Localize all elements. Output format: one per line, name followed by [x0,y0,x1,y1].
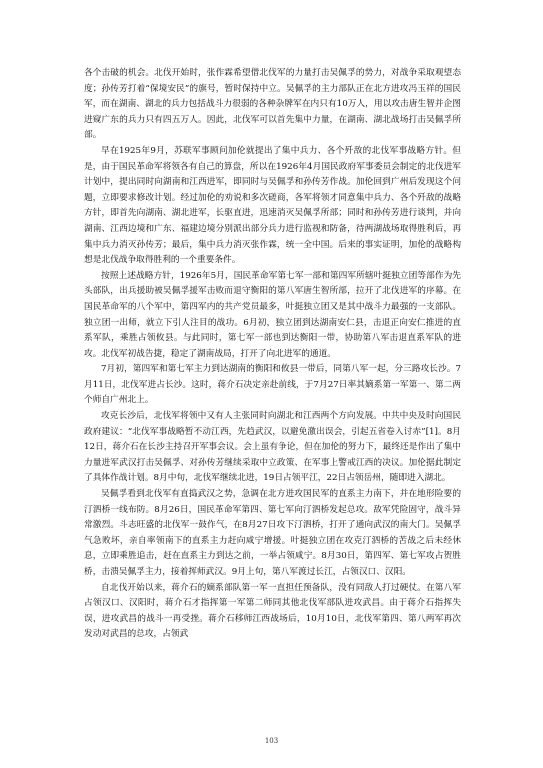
paragraph: 攻克长沙后，北伐军将领中又有人主张同时向湖北和江西两个方向发展。中共中央及时向国民政府建议：“北伐军事战略暂不动江西，先趋武汉，以避免激出误会，引起五省卷入讨赤”[1]。8月12日，蒋介石在长沙主持召开军事会议。会上虽有争论，但在加伦的努力下，最终还是作出了集中力量进军武汉打击吴佩孚、对孙传芳继续采取中立政策、在军事上警戒江西的决议。加伦据此制定了具体作战计划。8月中旬，北伐军继续北进，19日占领平江，22日占领岳州，随即进入湖北。 [84,411,461,484]
paragraph: 各个击破的机会。北伐开始时，张作霖希望借北伐军的力量打击吴佩孚的势力，对战争采取观望态度；孙传芳打着“保境安民”的旗号，暂时保持中立。吴佩孚的主力部队正在北方进攻冯玉祥的国民军，而在湖南、湖北的兵力包括战斗力很弱的各种杂牌军在内只有10万人，用以攻击唐生智并企图进窥广东的兵力只有四五万人。因此，北伐军可以首先集中力量，在湖南、湖北战场打击吴佩孚所部。 [84,68,461,141]
body-text [84,66,461,643]
paragraph: 7月初，第四军和第七军主力到达湖南的衡阳和攸县一带后，同第八军一起，分三路攻长沙。7月11日，北伐军进占长沙。这时，蒋介石决定亲赴前线，于7月27日率其嫡系第一军第一、第二两个师自广州北上。 [84,364,461,406]
paragraph: 早在1925年9月，苏联军事顾问加伦就提出了集中兵力、各个歼敌的北伐军事战略方针。但是，由于国民革命军将领各有自己的算盘，所以在1926年4月国民政府军事委员会制定的北伐进军计划中，提出同时向湖南和江西进军，即同时与吴佩孚和孙传芳作战。加伦回到广州后发现这个问题，立即要求修改计划。经过加伦的劝说和多次磋商，各军将领才同意集中兵力、各个歼敌的战略方针，即首先向湖南、湖北进军，长驱直进，迅速消灭吴佩孚所部；同时和孙传芳进行谈判，并向湖南、江西边境和广东、福建边境分别派出部分兵力进行监视和防备，待两湖战场取得胜利后，再集中兵力消灭孙传芳；最后，集中兵力消灭张作霖，统一全中国。后来的事实证明，加伦的战略构想是北伐战争取得胜利的一个重要条件。 [84,145,461,266]
paragraph: 吴佩孚看到北伐军有直捣武汉之势，急调在北方进攻国民军的直系主力南下，并在地形险要的汀泗桥一线布防。8月26日，国民革命军第四、第七军向汀泗桥发起总攻。敌军凭险固守，战斗异常激烈。斗志旺盛的北伐军一鼓作气，在8月27日攻下汀泗桥，打开了通向武汉的南大门。吴佩孚气急败坏，亲自率领南下的直系主力赶向咸宁增援。叶挺独立团在攻克汀泗桥的苦战之后未经休息，立即乘胜追击，赶在直系主力到达之前，一举占领咸宁。8月30日，第四军、第七军攻占贺胜桥，击溃吴佩孚主力，接着挥师武汉。9月上旬，第八军渡过长江，占领汉口、汉阳。 [84,489,461,577]
paragraph: 自北伐开始以来，蒋介石的嫡系部队第一军一直担任预备队，没有同敌人打过硬仗。在第八军占领汉口、汉阳时，蒋介石才指挥第一军第二师同其他北伐军部队进攻武昌。由于蒋介石指挥失误，进攻武昌的战斗一再受挫。蒋介石移师江西战场后，10月10日，北伐军第四、第八两军再次发动对武昌的总攻，占领武 [84,582,461,640]
paragraph: 按照上述战略方针，1926年5月，国民革命军第七军一部和第四军所辖叶挺独立团等部作为先头部队，出兵援助被吴佩孚援军击败而退守衡阳的第八军唐生智所部，拉开了北伐进军的序幕。在国民革命军的八个军中，第四军内的共产党员最多，叶挺独立团又是其中战斗力最强的一支部队。独立团一出师，就立下引人注目的战功。6月初，独立团到达湖南安仁县，击退正向安仁推进的直系军队，乘胜占领攸县。与此同时，第七军一部也到达衡阳一带，协助第八军击退直系军队的进攻。北伐军初战告捷，稳定了湖南战局，打开了向北进军的通道。 [84,270,461,359]
page-number: 103 [264,737,279,745]
